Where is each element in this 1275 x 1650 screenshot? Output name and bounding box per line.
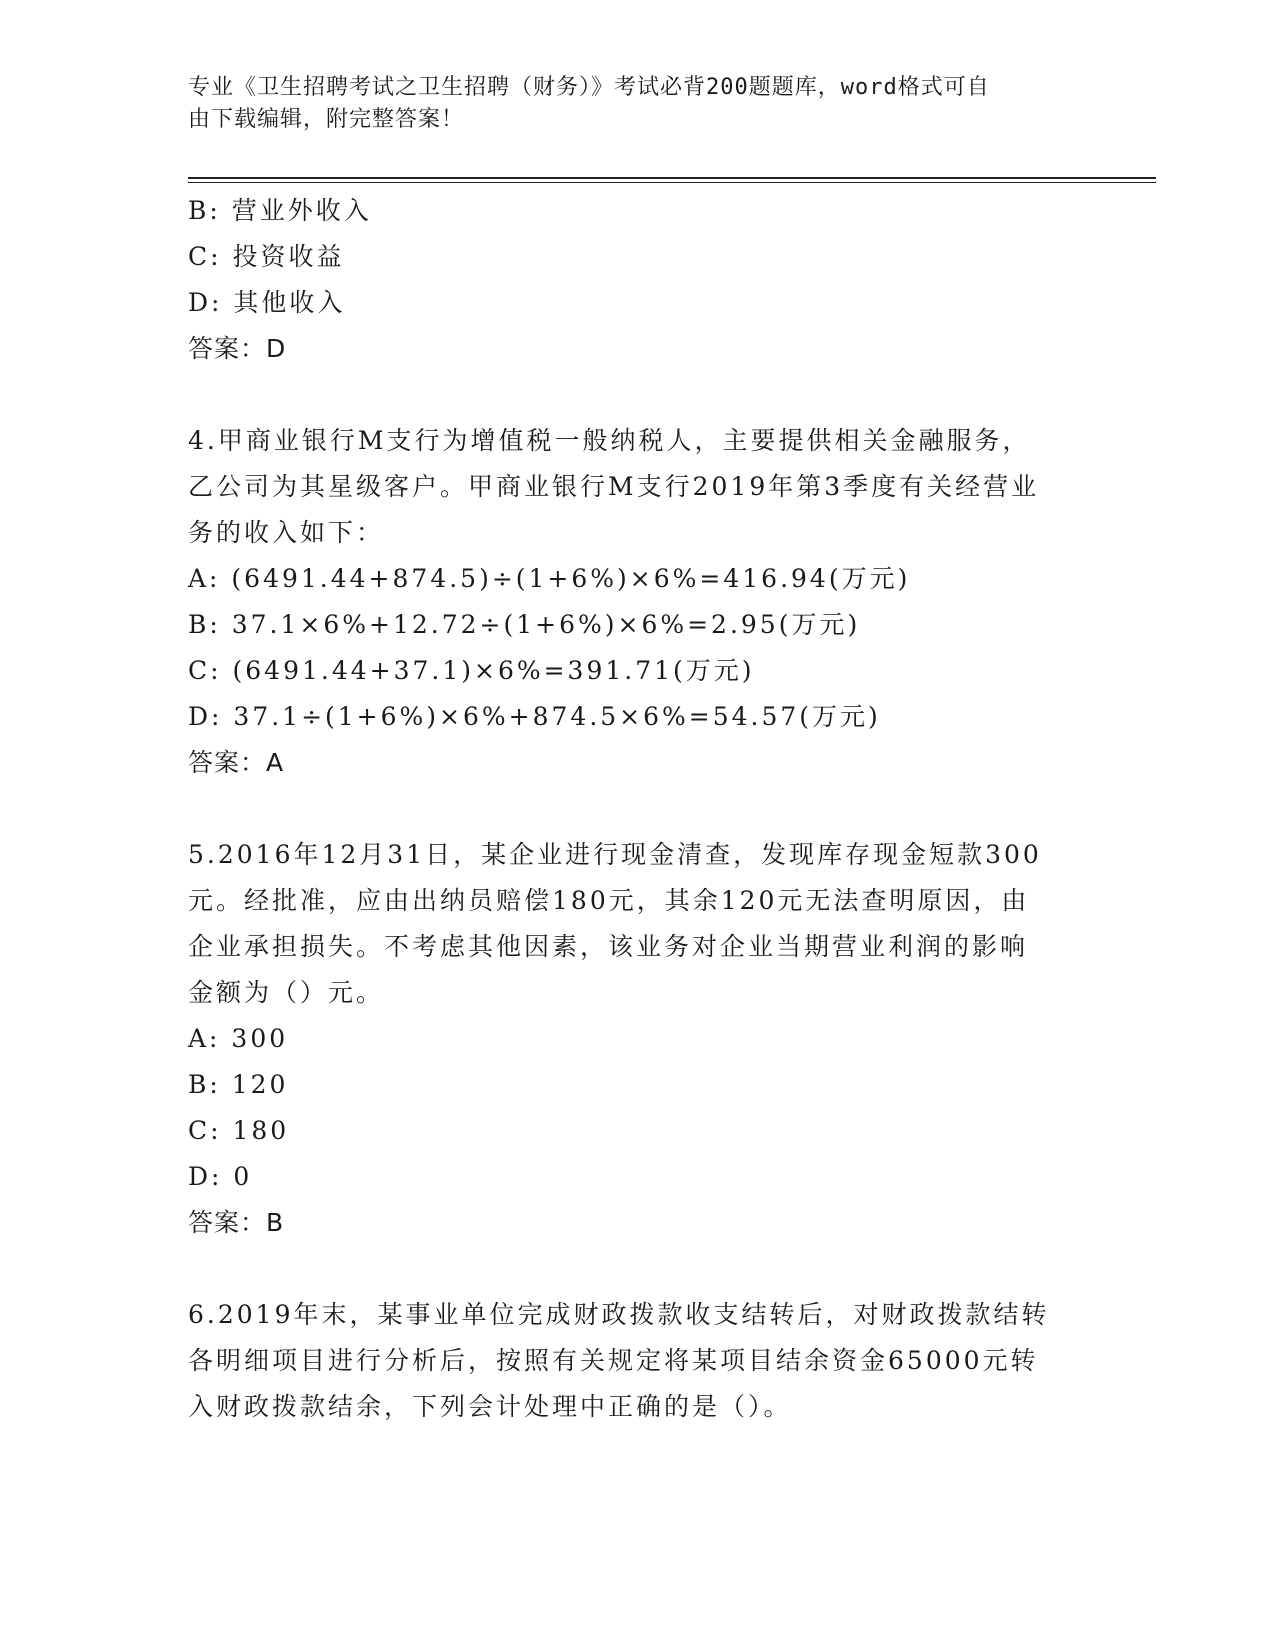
header-line-2: 由下载编辑，附完整答案！: [188, 107, 465, 132]
spacer: [188, 1246, 1088, 1292]
header-divider-thick: [188, 177, 1156, 179]
document-header: [188, 72, 1068, 136]
question-text-line: 各明细项目进行分析后，按照有关规定将某项目结余资金65000元转: [188, 1346, 1039, 1375]
question-text-line: 务的收入如下：: [188, 518, 385, 547]
header-divider-thin: [188, 182, 1156, 183]
option-c: C: 投资收益: [188, 242, 345, 271]
spacer: [188, 786, 1088, 832]
option-a: A: (6491.44+874.5)÷(1+6%)×6%=416.94(万元): [188, 564, 911, 593]
spacer: [188, 372, 1088, 418]
answer-label: 答案：B: [188, 1208, 285, 1237]
option-b: B: 营业外收入: [188, 196, 372, 225]
question-text-line: 元。经批准，应由出纳员赔偿180元，其余120元无法查明原因，由: [188, 886, 1030, 915]
question-text-line: 4.甲商业银行M支行为增值税一般纳税人，主要提供相关金融服务，: [188, 426, 1031, 455]
header-line-1: 专业《卫生招聘考试之卫生招聘（财务）》考试必背200题题库，word格式可自: [188, 75, 990, 100]
question-text-line: 入财政拨款结余，下列会计处理中正确的是（）。: [188, 1392, 792, 1421]
question-text-line: 企业承担损失。不考虑其他因素，该业务对企业当期营业利润的影响: [188, 932, 1029, 961]
option-d: D: 其他收入: [188, 288, 346, 317]
answer-label: 答案：D: [188, 334, 287, 363]
option-d: D: 37.1÷(1+6%)×6%+874.5×6%=54.57(万元): [188, 702, 881, 731]
question-3-continued: [188, 188, 1088, 372]
question-text-line: 金额为（）元。: [188, 978, 385, 1007]
question-6: [188, 1292, 1088, 1430]
question-text-line: 乙公司为其星级客户。甲商业银行M支行2019年第3季度有关经营业: [188, 472, 1040, 501]
question-4: [188, 418, 1088, 786]
question-text-line: 6.2019年末，某事业单位完成财政拨款收支结转后，对财政拨款结转: [188, 1300, 1050, 1329]
question-text-line: 5.2016年12月31日，某企业进行现金清查，发现库存现金短款300: [188, 840, 1042, 869]
option-b: B: 120: [188, 1070, 289, 1099]
document-body: [188, 188, 1088, 1430]
question-5: [188, 832, 1088, 1246]
option-c: C: (6491.44+37.1)×6%=391.71(万元): [188, 656, 755, 685]
option-b: B: 37.1×6%+12.72÷(1+6%)×6%=2.95(万元): [188, 610, 861, 639]
option-a: A: 300: [188, 1024, 289, 1053]
answer-label: 答案：A: [188, 748, 285, 777]
option-d: D: 0: [188, 1162, 253, 1191]
option-c: C: 180: [188, 1116, 290, 1145]
